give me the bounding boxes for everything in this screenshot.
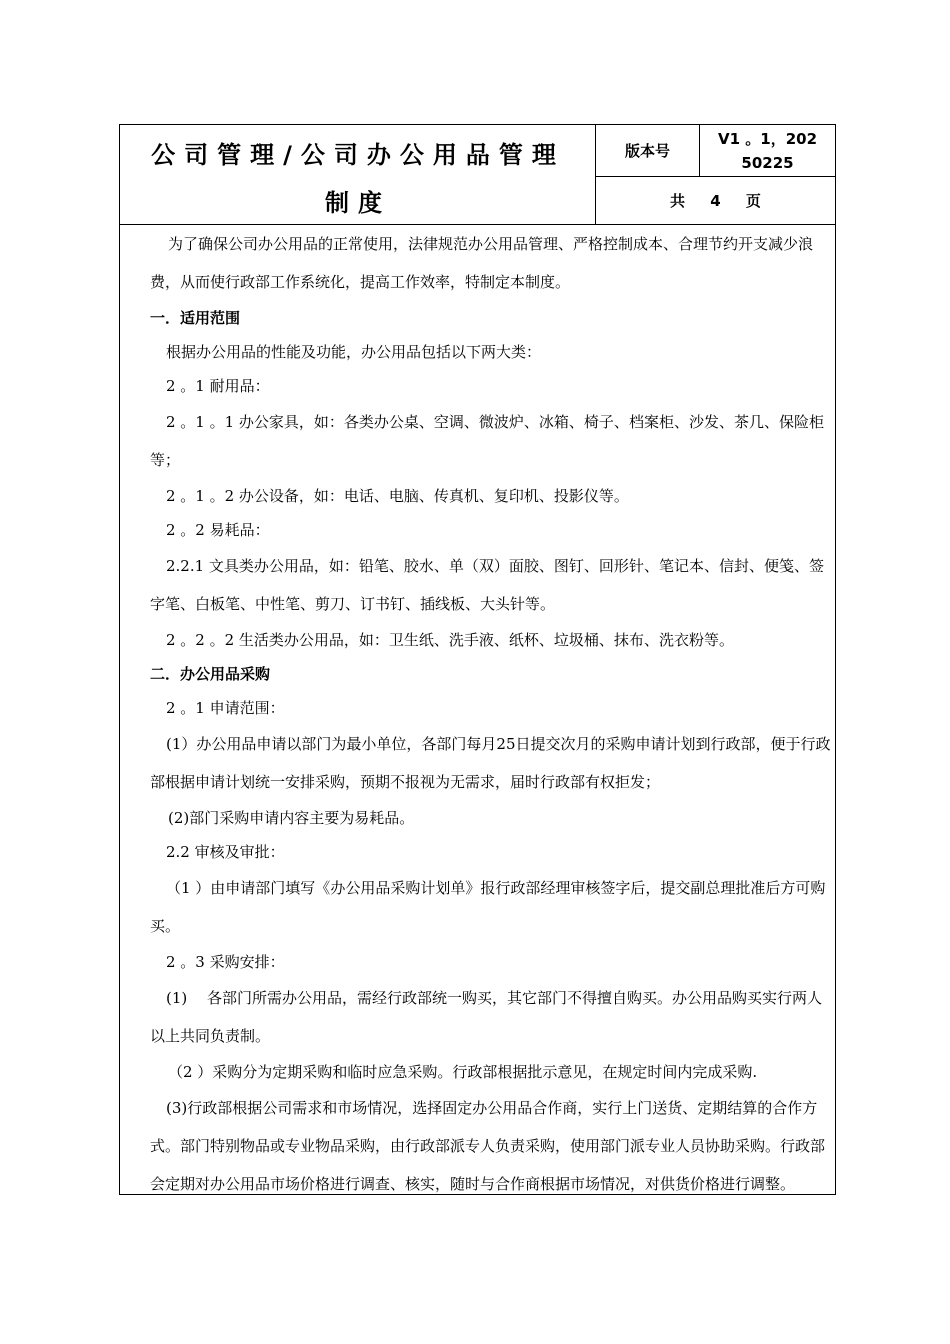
version-value-line1: V1 。1，202 bbox=[717, 129, 818, 148]
paragraph: 2 。1 。2 办公设备，如：电话、电脑、传真机、复印机、投影仪等。 bbox=[166, 487, 629, 505]
paragraph: 2.2.1 文具类办公用品，如：铅笔、胶水、单（双）面胶、图钉、回形针、笔记本、信封、便笺、签字笔、白板笔、中性笔、剪刀、订书钉、插线板、大头针等。 bbox=[150, 557, 824, 613]
page-count: 共 4 页 bbox=[596, 177, 835, 225]
paragraph: 根据办公用品的性能及功能，办公用品包括以下两大类： bbox=[166, 343, 542, 361]
paragraph: (1) 各部门所需办公用品，需经行政部统一购买，其它部门不得擅自购买。办公用品购买实行两人以上共同负责制。 bbox=[150, 989, 823, 1045]
paragraph: 2 。1 耐用品： bbox=[166, 377, 270, 395]
version-value bbox=[700, 125, 835, 177]
version-value-line2: 50225 bbox=[741, 153, 794, 172]
paragraph: 2 。1 申请范围： bbox=[166, 699, 285, 717]
title-cell bbox=[120, 125, 596, 225]
paragraph: 2 。1 。1 办公家具，如：各类办公桌、空调、微波炉、冰箱、椅子、档案柜、沙发、茶几、保险柜等； bbox=[150, 413, 824, 469]
paragraph: （2 ）采购分为定期采购和临时应急采购。行政部根据批示意见，在规定时间内完成采购. bbox=[168, 1063, 758, 1081]
paragraph: 2.2 审核及审批： bbox=[166, 843, 285, 861]
paragraph: (3)行政部根据公司需求和市场情况，选择固定办公用品合作商，实行上门送货、定期结算的合作方式。部门特别物品或专业物品采购，由行政部派专人负责采购，使用部门派专业人员协助采购。行政部会定期对办公用品市场价格进行调查、核实，随时与合作商根据市场情况，对供货价格进行调整。 bbox=[150, 1099, 826, 1193]
paragraph: (2)部门采购申请内容主要为易耗品。 bbox=[168, 809, 415, 827]
paragraph: 2 。2 。2 生活类办公用品，如：卫生纸、洗手液、纸杯、垃圾桶、抹布、洗衣粉等。 bbox=[166, 631, 734, 649]
paragraph: (1）办公用品申请以部门为最小单位，各部门每月25日提交次月的采购申请计划到行政部，便于行政部根据申请计划统一安排采购，预期不报视为无需求，届时行政部有权拒发； bbox=[150, 735, 831, 791]
paragraph: （1 ）由申请部门填写《办公用品采购计划单》报行政部经理审核签字后，提交副总理批准后方可购买。 bbox=[150, 879, 826, 935]
intro-paragraph: 为了确保公司办公用品的正常使用，法律规范办公用品管理、严格控制成本、合理节约开支减少浪费，从而使行政部工作系统化，提高工作效率，特制定本制度。 bbox=[150, 235, 814, 291]
document-body bbox=[150, 225, 834, 1203]
paragraph: 2 。2 易耗品： bbox=[166, 521, 270, 539]
document-table bbox=[119, 124, 836, 1195]
paragraph: 2 。3 采购安排： bbox=[166, 953, 285, 971]
version-label: 版本号 bbox=[596, 125, 700, 177]
section-heading-procurement: 二．办公用品采购 bbox=[150, 665, 271, 683]
page-title-continued: 制度 bbox=[325, 189, 391, 217]
section-heading-scope: 一．适用范围 bbox=[150, 309, 241, 327]
page-title: 公司管理/公司办公用品管理 bbox=[151, 141, 565, 169]
